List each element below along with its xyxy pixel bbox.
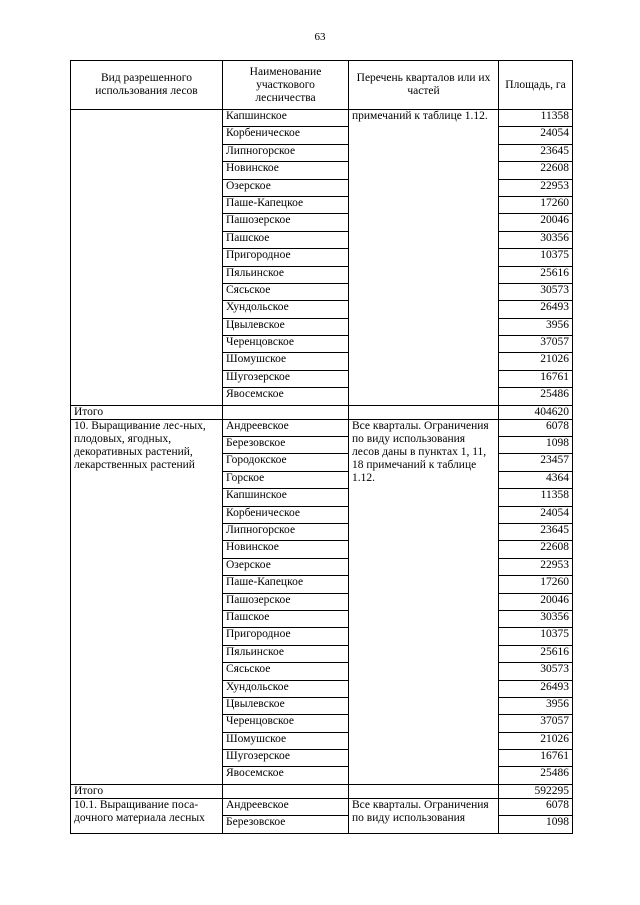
- forestry-name-cell: Шугозерское: [223, 750, 349, 767]
- forestry-name-cell: Пашозерское: [223, 593, 349, 610]
- forestry-name-cell: Андреевское: [223, 419, 349, 436]
- area-cell: 25486: [499, 767, 573, 784]
- forestry-name-cell: Новинское: [223, 162, 349, 179]
- forestry-name-cell: Пригородное: [223, 628, 349, 645]
- area-cell: 30573: [499, 663, 573, 680]
- forestry-name-cell: Явосемское: [223, 388, 349, 405]
- page-number: 63: [314, 31, 326, 43]
- table-row: [71, 110, 573, 127]
- area-cell: 37057: [499, 336, 573, 353]
- forestry-name-cell: Пригородное: [223, 249, 349, 266]
- table-body: [71, 110, 573, 834]
- use-type-cell: 10.1. Выращивание поса-дочного материала лесных: [71, 798, 223, 833]
- forestry-name-cell: Новинское: [223, 541, 349, 558]
- forestry-name-cell: Шомушское: [223, 353, 349, 370]
- total-empty-cell: [349, 784, 499, 798]
- area-cell: 22608: [499, 541, 573, 558]
- forestry-name-cell: Пяльинское: [223, 266, 349, 283]
- area-cell: 10375: [499, 249, 573, 266]
- forestry-name-cell: Шугозерское: [223, 370, 349, 387]
- forestry-name-cell: Капшинское: [223, 489, 349, 506]
- area-cell: 3956: [499, 318, 573, 335]
- area-cell: 30356: [499, 231, 573, 248]
- forestry-name-cell: Пашозерское: [223, 214, 349, 231]
- area-cell: 26493: [499, 680, 573, 697]
- forestry-name-cell: Хундольское: [223, 680, 349, 697]
- table-row: [71, 798, 573, 815]
- area-cell: 20046: [499, 214, 573, 231]
- forestry-name-cell: Корбеническое: [223, 506, 349, 523]
- area-cell: 21026: [499, 353, 573, 370]
- total-row: [71, 784, 573, 798]
- forestry-name-cell: Шомушское: [223, 732, 349, 749]
- area-cell: 11358: [499, 489, 573, 506]
- quarters-list-cell: примечаний к таблице 1.12.: [349, 110, 499, 406]
- total-empty-cell: [223, 784, 349, 798]
- total-value: 404620: [499, 405, 573, 419]
- header-forestry-name: Наименование участкового лесничества: [223, 61, 349, 110]
- forestry-name-cell: Пашское: [223, 231, 349, 248]
- use-type-cell: 10. Выращивание лес-ных, плодовых, ягодных, декоративных растений, лекарственных растений: [71, 419, 223, 784]
- header-quarters-list: Перечень кварталов или их частей: [349, 61, 499, 110]
- area-cell: 25486: [499, 388, 573, 405]
- area-cell: 24054: [499, 506, 573, 523]
- area-cell: 16761: [499, 750, 573, 767]
- table-header-row: [71, 61, 573, 110]
- use-type-cell: [71, 110, 223, 406]
- forestry-name-cell: Березовское: [223, 816, 349, 833]
- forestry-name-cell: Черенцовское: [223, 336, 349, 353]
- forest-use-table: [70, 60, 573, 834]
- forestry-name-cell: Пяльинское: [223, 645, 349, 662]
- area-cell: 23645: [499, 144, 573, 161]
- area-cell: 6078: [499, 419, 573, 436]
- area-cell: 22608: [499, 162, 573, 179]
- forestry-name-cell: Андреевское: [223, 798, 349, 815]
- forestry-name-cell: Капшинское: [223, 110, 349, 127]
- area-cell: 16761: [499, 370, 573, 387]
- area-cell: 30356: [499, 610, 573, 627]
- forestry-name-cell: Корбеническое: [223, 127, 349, 144]
- area-cell: 1098: [499, 816, 573, 833]
- forestry-name-cell: Пашское: [223, 610, 349, 627]
- quarters-list-cell: Все кварталы. Ограничения по виду использования: [349, 798, 499, 833]
- forestry-name-cell: Горское: [223, 471, 349, 488]
- forestry-name-cell: Сясьское: [223, 283, 349, 300]
- area-cell: 23457: [499, 454, 573, 471]
- forestry-name-cell: Паше-Капецкое: [223, 576, 349, 593]
- total-row: [71, 405, 573, 419]
- area-cell: 17260: [499, 576, 573, 593]
- total-label: Итого: [71, 784, 223, 798]
- forestry-name-cell: Березовское: [223, 437, 349, 454]
- forestry-name-cell: Липногорское: [223, 144, 349, 161]
- area-cell: 1098: [499, 437, 573, 454]
- forestry-name-cell: Черенцовское: [223, 715, 349, 732]
- forestry-name-cell: Озерское: [223, 558, 349, 575]
- area-cell: 30573: [499, 283, 573, 300]
- forestry-name-cell: Липногорское: [223, 523, 349, 540]
- area-cell: 10375: [499, 628, 573, 645]
- area-cell: 25616: [499, 266, 573, 283]
- area-cell: 6078: [499, 798, 573, 815]
- forestry-name-cell: Хундольское: [223, 301, 349, 318]
- forestry-name-cell: Паше-Капецкое: [223, 196, 349, 213]
- area-cell: 23645: [499, 523, 573, 540]
- forestry-name-cell: Сясьское: [223, 663, 349, 680]
- table-row: [71, 419, 573, 436]
- area-cell: 37057: [499, 715, 573, 732]
- header-area: Площадь, га: [499, 61, 573, 110]
- area-cell: 24054: [499, 127, 573, 144]
- forestry-name-cell: Цвылевское: [223, 318, 349, 335]
- total-label: Итого: [71, 405, 223, 419]
- area-cell: 22953: [499, 558, 573, 575]
- total-value: 592295: [499, 784, 573, 798]
- forestry-name-cell: Озерское: [223, 179, 349, 196]
- area-cell: 25616: [499, 645, 573, 662]
- area-cell: 3956: [499, 697, 573, 714]
- area-cell: 21026: [499, 732, 573, 749]
- area-cell: 26493: [499, 301, 573, 318]
- forestry-name-cell: Городокское: [223, 454, 349, 471]
- area-cell: 22953: [499, 179, 573, 196]
- area-cell: 20046: [499, 593, 573, 610]
- area-cell: 11358: [499, 110, 573, 127]
- forestry-name-cell: Цвылевское: [223, 697, 349, 714]
- total-empty-cell: [223, 405, 349, 419]
- forestry-name-cell: Явосемское: [223, 767, 349, 784]
- area-cell: 4364: [499, 471, 573, 488]
- total-empty-cell: [349, 405, 499, 419]
- area-cell: 17260: [499, 196, 573, 213]
- quarters-list-cell: Все кварталы. Ограничения по виду использования лесов даны в пунктах 1, 11, 18 примечаний к таблице 1.12.: [349, 419, 499, 784]
- header-use-type: Вид разрешенного использования лесов: [71, 61, 223, 110]
